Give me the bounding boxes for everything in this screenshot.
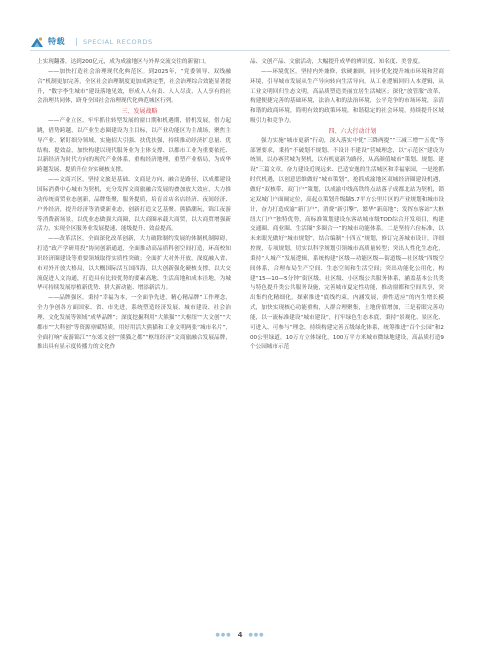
paragraph: ——产业立区。牢牢抓住转型发展的窗口期和机遇期，借机发展，借力起跳，借势跨越，以产业生态圈建设为主目标，以产业功能区为主战场，聚焦主导产业、紧盯细分领域，实施招大引强、扶优扶强，持续推动经济扩总量、优结构、提效益，加快构建以现代服务业为主体支撑、以都市工业为重要依托、以新经济为时代方向的现代产业体系，重构经济地理，重塑产业格局，为成华跨越发展、提质升位夯实硬核支撑。 (37, 118, 231, 174)
paragraph: ——环境优区。坚持内外兼修，软硬兼顾，同步优化提升城市环境和营商环境，引导城市发展从生产导向转向生活导向，从工业逻辑回归人本逻辑，从工业文明回归生态文明，高品质塑造美丽宜居生活城区；深化“放管服”改革，构建便捷完善的基础环境，法治人和的法治环境，公平竞争的市场环境，亲清和谐的政商环境，简明有效的政策环境，和谐稳定的社会环境，持续提升区域吸引力和竞争力。 (250, 68, 444, 125)
section-title: 特载 (48, 37, 65, 46)
section-heading: 三、发展战略 (121, 108, 158, 116)
paragraph: 强力实施“城市更新”行动，深入落实中优“三降两提”“三减三增”“五优”等部署要求，秉持“不破划不规划、不设计不建设”营城理念，以“示范区”建设为统领，以办赛营城为契机，以有机更新为路径，从高颜值城市“策划、规划、建设”三篇文章，奋力建设近现远来、巴适安逸的生活城区和幸福家园，一是抢抓时代机遇，以创意思维做好“城市策划”，抢抓成渝地区双城经济圈建设机遇，做好“双核带、双门户”策划，以成渝中线高铁终点站落子成都北站为契机，锁定双城门户面阔定位，高起点策划升级龋5.7平方公里片区的产业规划和城市设计，奋力打造成渝“新门户”，消费“新引擎”，繁华“新高地”；发挥东客站“大枢纽大门户”独特优势，高标准策划建设东客站城市级TOD综合开发项目，构建交通圈、商业圈、生活圈“多圈合一”的城市功能体系。二是坚持六位标准，以未来眼光做好“城市规划”，结合编制“十四五”规划，修订完善城市设计，详细控规，专项规划，切实以科学规划引领城市高质量转型；突出人性化生态化，秉持“人城产”发展逻辑，系统构建“区级—功能区级—街道级—社区级”四级空间体系，合理布局生产空间、生态空间和生活空间；突出功能化公用化，构建“15—10—5分钟”街区级、社区级、小区级公共服务体系，涵盖基本公共类与特色提升类公共服务设施，完善城市夏定性功能，推动窗都和空间共享，突出集约化精细化，探索推进“底线约束，内涵发展，弹性适应”的内生增长模式，加快实现核心功能重构，人群合理聚集，土地价值增加，三是着眼完善功能，以一流标准建设“城市建设”，打牢绿色生态本底，秉持“景观化、景区化、可进入、可参与”理念，持续构建完善五级绿化体系，统筹推进“百个公园”和200公里绿道，10万方立体绿化，100万平方米城市微绿地建设，高品质打造9个公园城市示范 (250, 137, 444, 351)
paragraph: ——品牌强区。秉持“幸福为本，一全面争先进，精心精品牌”工作理念，全力争创各方面国家、省、市先进，系统塑造经济发展、城市建设、社会治理、文化发展等领域“成华品牌”；深度挖掘利用“大熊猫”“大枢纽”“大文创”“大都市”“大科创”等资源禀赋特质，用好用活大熊猫和工业文明两张“城市名片”，全面打响“夜游锦江”“东郊文创”“熊猫之都”“枢纽经济”文商旅融合发展品牌，推出具有显示度传播力的文化作 (37, 295, 231, 351)
page-header (0, 0, 480, 54)
footer-dots-left: ●●● (215, 632, 232, 638)
footer-dots-right: ●●● (248, 632, 265, 638)
paragraph: 品、文创产品、文旅活动，大幅提升成华的辨识度、知名度、美誉度。 (250, 59, 424, 65)
paragraph: ——加快打造社会治理现代化典范区。到2025年，“党委领导、双线融合”机制更加完善，全区社会治理制度更加成熟定型，社会治理综合效能显著提升，“数字李生城市”建设落地见效，形成人人有责、人人尽责、人人享有的社会治理共同体，跻身全国社会治理现代化典范城区行列。 (37, 68, 231, 105)
header-divider (30, 50, 450, 51)
paragraph: ——改革活区。全面深化改革创新，大力破除制约发展的体制机制障碍，打造“政产学研用投”协同创新通道，全面推动高品质科创空间打造，环高校知识经济圈建设等重要领域取得实质性突破；全面扩大对外开放，深度融入省、市对外开放大格局，以大概国际活互国四海，以大创新强化硬核支撑，以大交流促进人文沟通，打造具有比较优势的要素高地、生活高地和成本洼地，为城华可持续发展厚植新优势、拼大新动能、增添新活力。 (37, 236, 231, 292)
left-text-column (37, 58, 231, 353)
right-text-column (250, 58, 444, 353)
section-heading: 四、六大行动计划 (328, 127, 377, 135)
publication-logo-icon (30, 36, 44, 48)
paragraph: 上实现翻番，达到200亿元，成为成渝地区与外界交流交往的新窗口。 (37, 59, 210, 65)
header-separator: | (75, 37, 78, 46)
section-subtitle: SPECIAL RECORDS (83, 37, 153, 46)
page-number: 4 (237, 631, 243, 639)
paragraph: ——文商兴区。坚持文旅是基础、文商是方向、融合是路径，以成都建设国际消费中心城市为契机，充分发挥文商旅融合发展的叠加放大效应，大力推动传统商贸业态创新，品牌集聚，服务提质，培育首店名店经济、夜间经济、户外经济，提升经济等消费新业态，创新打造文艺基聚、熊猫潮玩，锦江夜游等消费新场景，以优业态做强大商圈，以大商圈承载大商贸，以大商贸增强新活力，实现全区服务业发展提速、能级提升、效益提高。 (37, 177, 231, 233)
page-footer (0, 630, 480, 640)
